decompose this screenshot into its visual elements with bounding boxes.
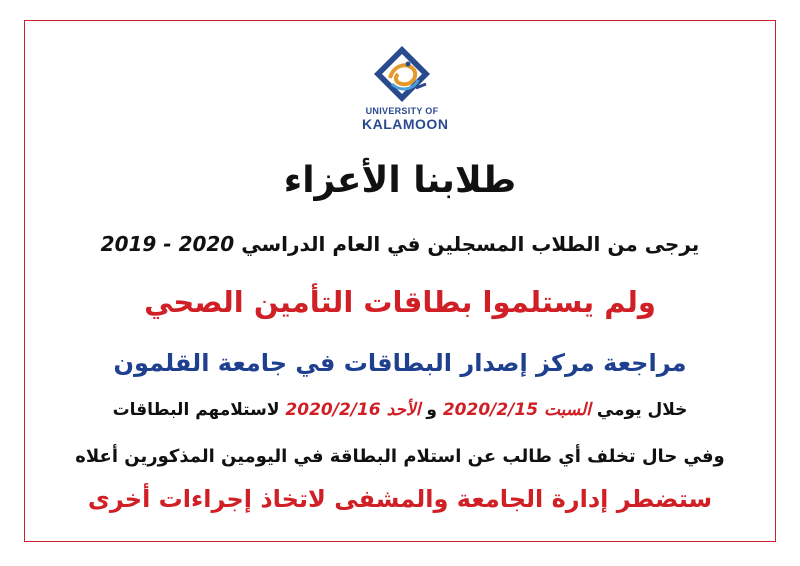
logo-text-university-of: UNIVERSITY OF xyxy=(365,106,439,116)
dates-prefix: خلال يومي xyxy=(596,400,688,420)
kalamoon-emblem-icon xyxy=(372,44,432,106)
line-visit-center: مراجعة مركز إصدار البطاقات في جامعة القلمون xyxy=(113,349,687,377)
day-sunday: الأحد xyxy=(386,400,421,420)
registered-students-text: يرجى من الطلاب المسجلين في العام الدراسي xyxy=(241,232,700,256)
line-other-measures: ستضطر إدارة الجامعة والمشفى لاتخاذ إجراءات أخرى xyxy=(87,485,713,513)
academic-years: 2019 - 2020 xyxy=(100,232,235,256)
university-logo xyxy=(362,44,449,136)
date-sunday: 2020/2/16 xyxy=(285,400,381,420)
date-saturday: 2020/2/15 xyxy=(442,400,539,420)
day-saturday: السبت xyxy=(543,400,591,420)
dates-and: و xyxy=(426,400,437,420)
line-absence-notice: وفي حال تخلف أي طالب عن استلام البطاقة في اليومين المذكورين أعلاه xyxy=(75,446,725,467)
dates-suffix: لاستلامهم البطاقات xyxy=(112,400,280,420)
line-dates xyxy=(60,400,740,420)
line-not-received-cards: ولم يستلموا بطاقات التأمين الصحي xyxy=(144,285,656,319)
logo-text-kalamoon: KALAMOON xyxy=(362,116,449,132)
line-registered-students xyxy=(60,232,740,256)
announcement-heading: طلابنا الأعزاء xyxy=(283,160,517,201)
